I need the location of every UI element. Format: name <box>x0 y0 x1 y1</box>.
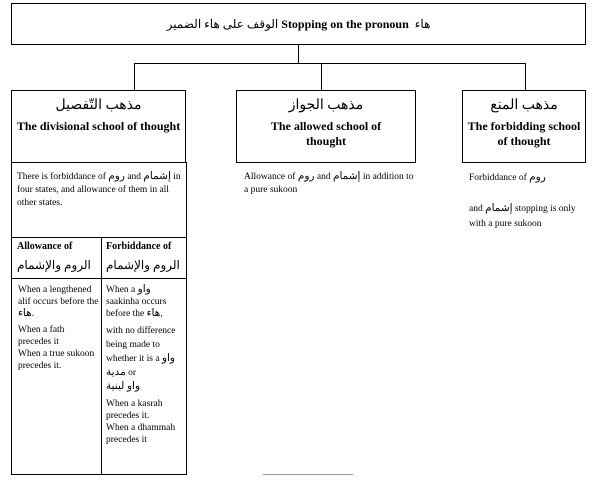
desc-text: stopping is only with a pure sukoon <box>469 204 576 229</box>
root-english: Stopping on the pronoun <box>281 16 409 31</box>
connector-right <box>525 63 526 91</box>
connector-horizontal <box>134 63 526 64</box>
list-item <box>106 422 186 446</box>
school-divisional-arabic: مذهب التّفصيل <box>55 98 142 113</box>
connector-left <box>134 63 135 91</box>
table-column-allowance <box>18 284 100 376</box>
list-item-text: When a fath precedes it <box>18 325 65 347</box>
school-divisional <box>11 90 186 163</box>
list-item-arabic: واو لينية <box>106 381 141 392</box>
list-item-text: When a dhammah precedes it <box>106 423 176 445</box>
desc-text: and <box>469 204 483 214</box>
list-item-text: When a lengthened alif occurs before the <box>18 285 99 307</box>
list-item-arabic: واو مدية <box>106 353 175 378</box>
list-item-text: saakinha occurs before the <box>106 297 167 319</box>
divisional-bottom-border <box>11 474 187 475</box>
list-item <box>18 284 100 320</box>
desc-arabic-word: إشمام <box>485 203 513 214</box>
list-item-text: with no difference being made to whether it is a <box>106 326 176 364</box>
divisional-right-border <box>186 162 187 475</box>
table-column-forbiddance <box>106 284 186 446</box>
root-arabic-suffix: هاء <box>414 16 431 31</box>
desc-arabic-word: روم <box>108 171 125 182</box>
school-allowed-english: The allowed school of thought <box>270 119 382 148</box>
root-arabic: الوقف على هاء الضمير <box>166 16 279 31</box>
list-item-text: , <box>160 309 163 319</box>
school-forbidding <box>462 90 586 163</box>
connector-vertical-root <box>298 45 299 64</box>
desc-arabic-word: روم <box>297 171 315 182</box>
table-header-allowance <box>17 241 99 271</box>
list-item <box>106 324 186 394</box>
list-item <box>106 398 186 422</box>
divisional-description <box>17 170 183 210</box>
desc-text: and <box>316 172 331 182</box>
list-item <box>18 324 100 348</box>
header-label: Forbiddance of <box>106 241 172 252</box>
desc-arabic-word: روم <box>529 172 546 183</box>
school-forbidding-arabic: مذهب المنع <box>490 98 558 113</box>
footer-rule <box>263 474 353 475</box>
school-divisional-english: The divisional school of thought <box>16 119 181 133</box>
table-top-border <box>11 237 187 238</box>
desc-text: in four states, and allowance of them in all other states. <box>17 172 181 208</box>
list-item-arabic: هاء <box>18 308 32 319</box>
school-allowed-arabic: مذهب الجواز <box>288 98 364 113</box>
connector-middle <box>321 63 322 91</box>
allowed-description <box>244 170 416 197</box>
list-item <box>18 348 100 372</box>
divisional-left-border <box>11 162 12 475</box>
desc-text: There is forbiddance of <box>17 172 106 182</box>
list-item <box>106 284 186 320</box>
list-item-text: When a <box>106 285 136 295</box>
list-item-arabic: هاء <box>146 308 161 319</box>
forbidding-description <box>469 170 587 232</box>
list-item-text: or <box>128 368 136 378</box>
list-item-text: When a kasrah precedes it. <box>106 399 163 421</box>
desc-text: in addition to a pure sukoon <box>244 172 414 195</box>
desc-arabic-word: إشمام <box>332 171 361 182</box>
list-item-end: . <box>31 309 35 319</box>
desc-text: Forbiddance of <box>469 173 527 183</box>
desc-text: and <box>127 172 142 182</box>
header-label: Allowance of <box>17 241 73 252</box>
table-header-border <box>11 278 187 279</box>
school-allowed <box>236 90 416 163</box>
table-header-forbiddance <box>106 241 186 271</box>
list-item-text: When a true sukoon precedes it. <box>18 349 95 371</box>
table-column-divider <box>101 237 102 475</box>
root-box <box>11 3 586 45</box>
header-arabic: الروم والإشمام <box>17 258 91 272</box>
school-forbidding-english: The forbidding school of thought <box>467 119 581 148</box>
list-item-arabic: واو <box>137 284 151 295</box>
desc-text: Allowance of <box>244 172 296 182</box>
desc-arabic-word: إشمام <box>143 171 171 182</box>
header-arabic: الروم والإشمام <box>106 258 180 272</box>
